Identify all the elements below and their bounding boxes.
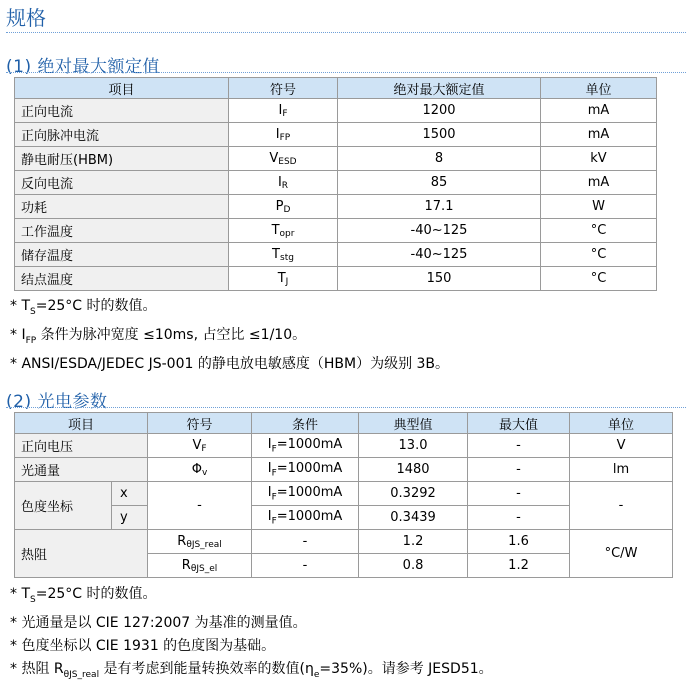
chromaticity-y-label: y [112,506,148,530]
rating-unit: °C [541,243,657,267]
section1-divider [6,72,686,73]
note-item: * 色度坐标以 CIE 1931 的色度图为基础。 [10,637,276,654]
table-row [15,530,673,554]
section1-title: (1) 绝对最大额定值 [6,57,160,77]
rating-name: 反向电流 [15,171,229,195]
note-item: * $T_S=25^\circ C$ 时的数值。 [10,586,157,605]
absolute-max-ratings-table [14,77,657,291]
table-row [15,123,657,147]
forward-voltage-condition: $I_F=1000mA$ [252,434,359,458]
header-condition: 条件 [252,413,359,434]
page-title: 规格 [6,6,46,30]
section2-notes [10,583,493,687]
chromaticity-label: 色度坐标 [15,482,112,530]
header-rating: 绝对最大额定值 [338,78,541,99]
rating-name: 工作温度 [15,219,229,243]
chromaticity-x-condition: $I_F=1000mA$ [252,482,359,506]
thermal-el-typ: 0.8 [359,554,468,578]
rating-symbol: $V_{ESD}$ [229,147,338,171]
rating-unit: °C [541,267,657,291]
rating-unit: mA [541,123,657,147]
chromaticity-unit: - [570,482,673,530]
luminous-flux-condition: $I_F=1000mA$ [252,458,359,482]
rating-symbol: $I_R$ [229,171,338,195]
header-symbol: 符号 [148,413,252,434]
luminous-flux-symbol: $\Phi_v$ [148,458,252,482]
header-symbol: 符号 [229,78,338,99]
rating-unit: mA [541,99,657,123]
note-item: * 光通量是以 CIE 127:2007 为基准的测量值。 [10,614,307,631]
forward-voltage-label: 正向电压 [15,434,148,458]
thermal-el-condition: - [252,554,359,578]
table-row [15,99,657,123]
rating-value: 1500 [338,123,541,147]
note-item: * 热阻 $R_{\theta JS\_real}$ 是有考虑到能量转换效率的数值$(\eta_e=35\%)$。请参考 JESD51。 [10,660,493,680]
title-divider [6,32,686,33]
rating-name: 静电耐压(HBM) [15,147,229,171]
rating-value: -40~125 [338,243,541,267]
thermal-el-max: 1.2 [468,554,570,578]
section2-divider [6,407,686,408]
table-row [15,219,657,243]
optical-electrical-table [14,412,673,578]
luminous-flux-typ: 1480 [359,458,468,482]
table-row [15,267,657,291]
thermal-unit: °C/W [570,530,673,578]
thermal-real-symbol: $R_{\theta JS\_real}$ [148,530,252,554]
table-row [15,171,657,195]
rating-name: 正向脉冲电流 [15,123,229,147]
forward-voltage-symbol: $V_F$ [148,434,252,458]
chromaticity-symbol: - [148,482,252,530]
table-row [15,195,657,219]
note-item: * ANSI/ESDA/JEDEC JS-001 的静电放电敏感度（HBM）为级别 3B。 [10,355,450,372]
rating-unit: kV [541,147,657,171]
chromaticity-x-typ: 0.3292 [359,482,468,506]
rating-symbol: $T_{stg}$ [229,243,338,267]
rating-name: 正向电流 [15,99,229,123]
rating-unit: W [541,195,657,219]
luminous-flux-label: 光通量 [15,458,148,482]
header-item: 项目 [15,78,229,99]
note-item: * $T_S=25^\circ C$ 时的数值。 [10,298,157,317]
rating-symbol: $I_F$ [229,99,338,123]
rating-symbol: $P_D$ [229,195,338,219]
rating-value: -40~125 [338,219,541,243]
table-row [15,434,673,458]
section2-title: (2) 光电参数 [6,392,108,412]
rating-symbol: $T_J$ [229,267,338,291]
rating-value: 8 [338,147,541,171]
rating-unit: mA [541,171,657,195]
rating-value: 17.1 [338,195,541,219]
table-header-row [15,413,673,434]
chromaticity-x-max: - [468,482,570,506]
chromaticity-y-max: - [468,506,570,530]
thermal-el-symbol: $R_{\theta JS\_el}$ [148,554,252,578]
table-row [15,482,673,506]
header-unit: 单位 [570,413,673,434]
forward-voltage-typ: 13.0 [359,434,468,458]
table-row [15,147,657,171]
thermal-real-condition: - [252,530,359,554]
chromaticity-y-condition: $I_F=1000mA$ [252,506,359,530]
rating-value: 1200 [338,99,541,123]
header-unit: 单位 [541,78,657,99]
rating-name: 功耗 [15,195,229,219]
thermal-real-typ: 1.2 [359,530,468,554]
header-max: 最大值 [468,413,570,434]
luminous-flux-max: - [468,458,570,482]
table-header-row [15,78,657,99]
luminous-flux-unit: lm [570,458,673,482]
note-item: * $I_{FP}$ 条件为脉冲宽度 ≤10ms, 占空比 ≤1/10。 [10,326,307,346]
header-item: 项目 [15,413,148,434]
chromaticity-y-typ: 0.3439 [359,506,468,530]
forward-voltage-max: - [468,434,570,458]
thermal-resistance-label: 热阻 [15,530,148,578]
header-typical: 典型值 [359,413,468,434]
rating-symbol: $T_{opr}$ [229,219,338,243]
rating-unit: °C [541,219,657,243]
forward-voltage-unit: V [570,434,673,458]
thermal-real-max: 1.6 [468,530,570,554]
rating-value: 85 [338,171,541,195]
rating-name: 储存温度 [15,243,229,267]
table-row [15,458,673,482]
rating-value: 150 [338,267,541,291]
rating-name: 结点温度 [15,267,229,291]
chromaticity-x-label: x [112,482,148,506]
rating-symbol: $I_{FP}$ [229,123,338,147]
table-row [15,243,657,267]
section1-notes [10,295,449,376]
